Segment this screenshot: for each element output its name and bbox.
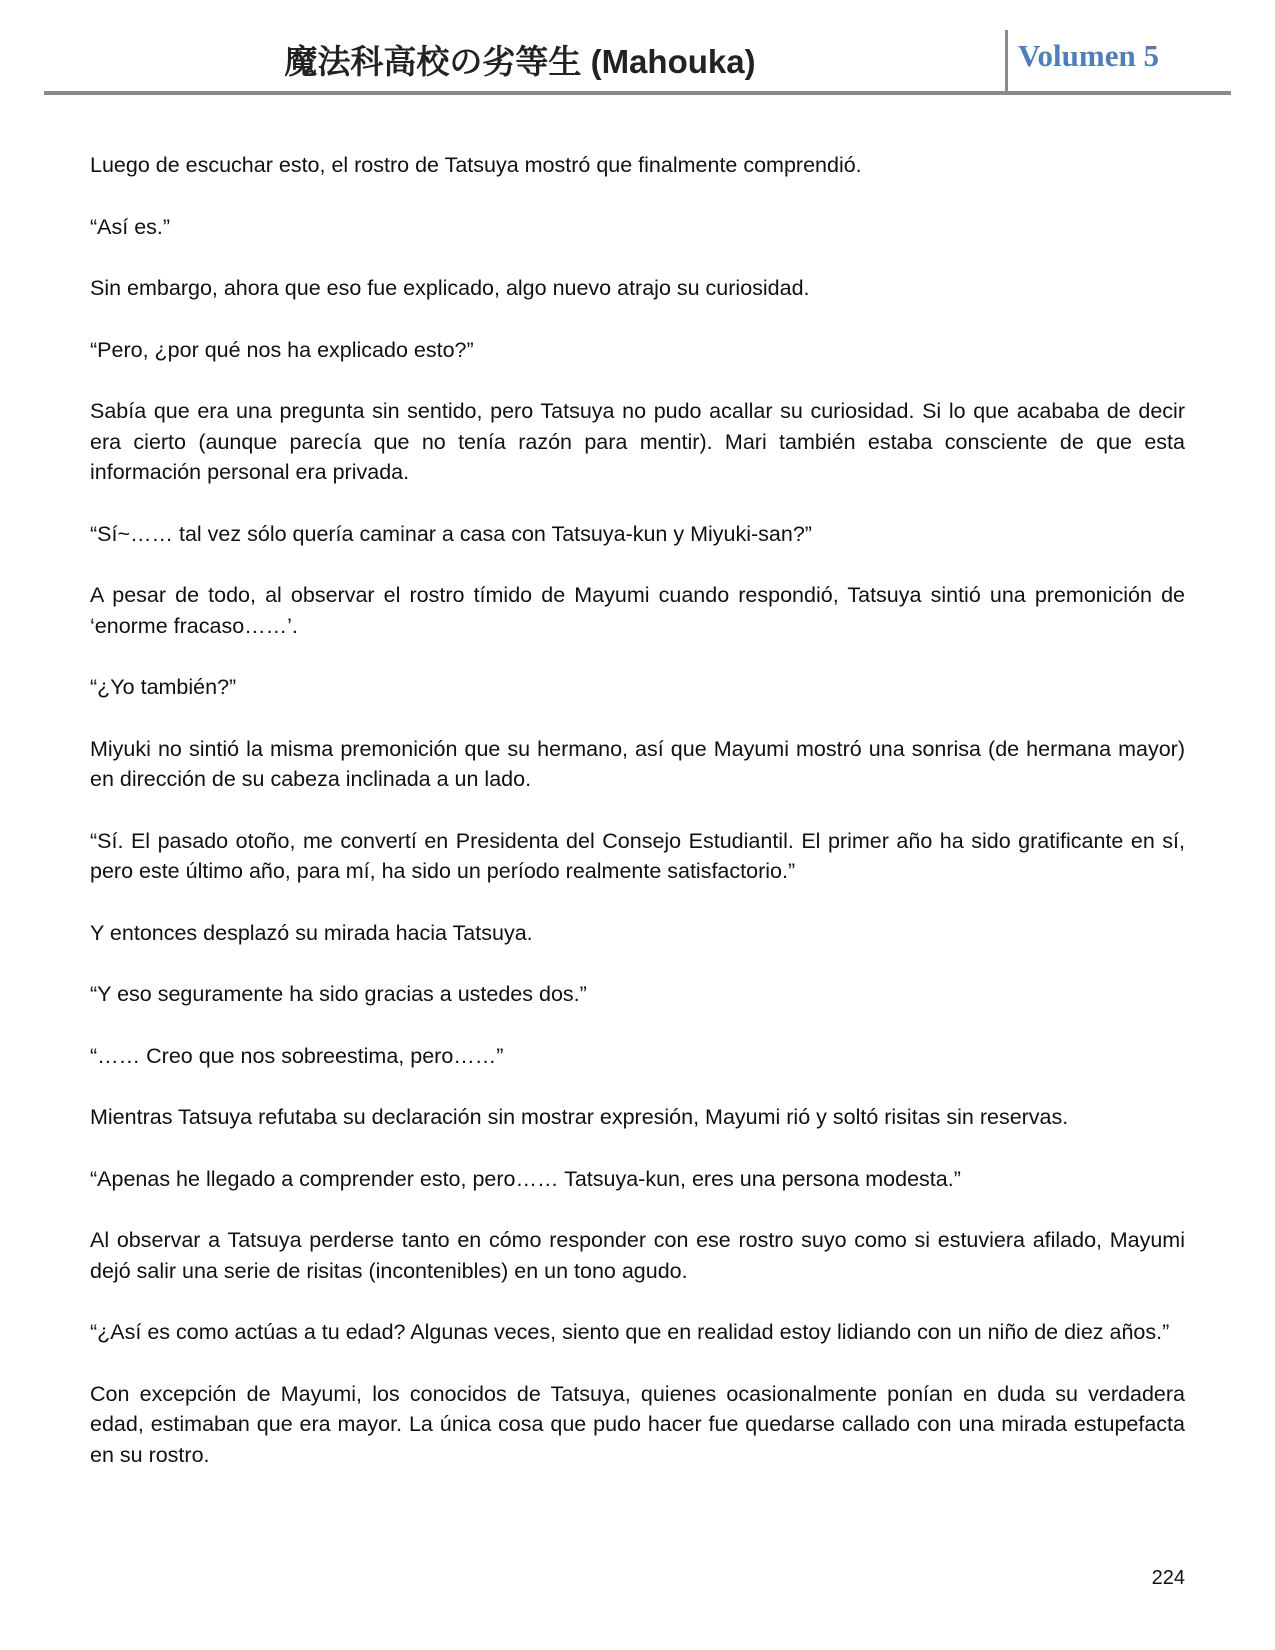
- paragraph: Sin embargo, ahora que eso fue explicado, algo nuevo atrajo su curiosidad.: [90, 276, 810, 300]
- paragraph: Con excepción de Mayumi, los conocidos de Tatsuya, quienes ocasionalmente ponían en duda su verdadera edad, estimaban que era mayor. La única cosa que pudo hacer fue quedarse callado con una mirada estupefacta en su rostro.: [90, 1381, 1185, 1467]
- volume-label: Volumen 5: [1018, 38, 1159, 73]
- paragraph: Luego de escuchar esto, el rostro de Tatsuya mostró que finalmente comprendió.: [90, 153, 862, 177]
- paragraph: “¿Yo también?”: [90, 675, 237, 699]
- paragraph: Y entonces desplazó su mirada hacia Tatsuya.: [90, 920, 533, 945]
- paragraph: Al observar a Tatsuya perderse tanto en cómo responder con ese rostro suyo como si estuviera afilado, Mayumi dejó salir una serie de risitas (incontenibles) en un tono agudo.: [90, 1228, 1185, 1283]
- page-body: [90, 150, 1185, 1501]
- paragraph: Miyuki no sintió la misma premonición que su hermano, así que Mayumi mostró una sonrisa (de hermana mayor) en dirección de su cabeza inclinada a un lado.: [90, 736, 1185, 791]
- paragraph: “Pero, ¿por qué nos ha explicado esto?”: [90, 337, 474, 362]
- header-rule: [44, 91, 1231, 95]
- book-title: 魔法科高校の劣等生 (Mahouka): [284, 43, 756, 80]
- paragraph: A pesar de todo, al observar el rostro tímido de Mayumi cuando respondió, Tatsuya sintió una premonición de ‘enorme fracaso……’.: [90, 583, 1185, 638]
- paragraph: “Sí. El pasado otoño, me convertí en Presidenta del Consejo Estudiantil. El primer año ha sido gratificante en sí, pero este último año, para mí, ha sido un período realmente satisfactorio.”: [90, 828, 1185, 883]
- paragraph: “Apenas he llegado a comprender esto, pero…… Tatsuya-kun, eres una persona modesta.”: [90, 1166, 961, 1191]
- paragraph: Mientras Tatsuya refutaba su declaración sin mostrar expresión, Mayumi rió y soltó risitas sin reservas.: [90, 1105, 1069, 1129]
- paragraph: “Sí~…… tal vez sólo quería caminar a casa con Tatsuya-kun y Miyuki-san?”: [90, 521, 812, 546]
- page-number: 224: [1151, 1567, 1185, 1589]
- paragraph: “Y eso seguramente ha sido gracias a ustedes dos.”: [90, 982, 587, 1006]
- header-vertical-divider: [1005, 30, 1008, 93]
- paragraph: “¿Así es como actúas a tu edad? Algunas veces, siento que en realidad estoy lidiando con un niño de diez años.”: [90, 1320, 1170, 1344]
- paragraph: “…… Creo que nos sobreestima, pero……”: [90, 1043, 504, 1068]
- paragraph: “Así es.”: [90, 214, 171, 239]
- paragraph: Sabía que era una pregunta sin sentido, pero Tatsuya no pudo acallar su curiosidad. Si lo que acababa de decir era cierto (aunque parecía que no tenía razón para mentir). Mari también estaba consciente de que esta información personal era privada.: [90, 399, 1185, 484]
- page-header: [0, 0, 1275, 100]
